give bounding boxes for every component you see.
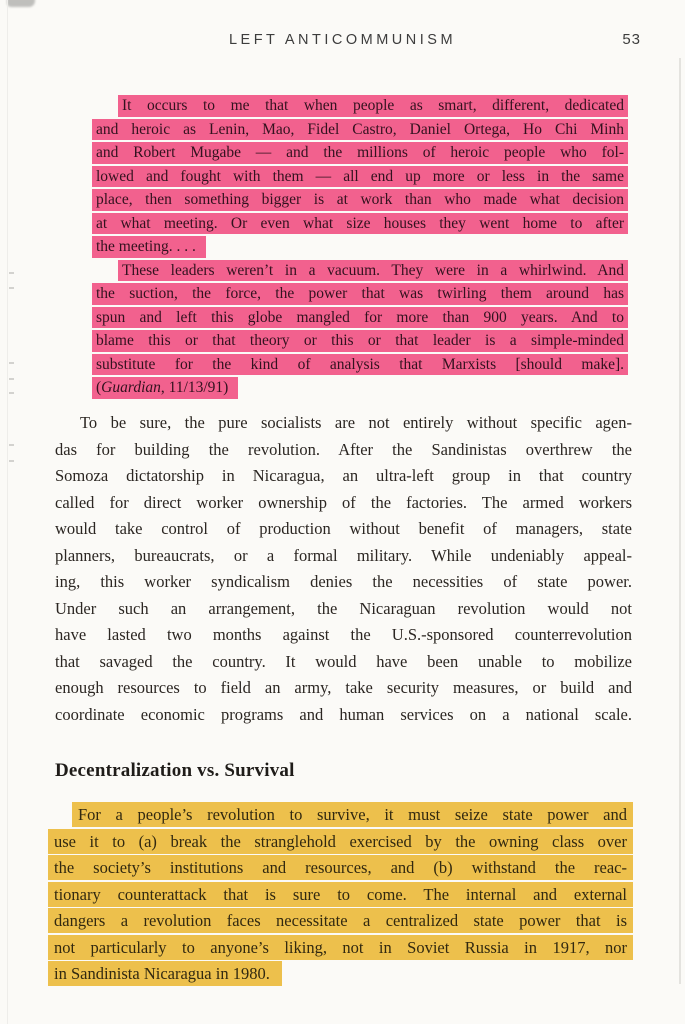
highlighted-block-quote (92, 95, 628, 401)
running-header-title: LEFT ANTICOMMUNISM (228, 32, 457, 48)
citation-open: ( (96, 379, 102, 396)
scan-right-edge (679, 58, 681, 984)
body-line: Somoza dictatorship in Nicaragua, an ultra-left group in that country (55, 466, 632, 485)
body-line: To be sure, the pure socialists are not entirely without specific agen- (80, 413, 632, 432)
quote-line: It occurs to me that when people as smart, different, dedicated (118, 95, 628, 117)
quote-citation (92, 377, 628, 399)
quote-line: and Robert Mugabe — and the millions of heroic people who fol- (92, 142, 628, 164)
quote-line: spun and left this globe mangled for more than 900 years. And to (92, 307, 628, 329)
margin-mark (9, 362, 14, 364)
running-header (0, 31, 685, 51)
highlighted-line-highlight: in Sandinista Nicaragua in 1980. (48, 961, 282, 986)
quote-line: substitute for the kind of analysis that Marxists [should make]. (92, 354, 628, 376)
quote-line: blame this or that theory or this or that leader is a simple-minded (92, 330, 628, 352)
citation-source: Guardian (101, 379, 161, 396)
margin-mark (9, 272, 14, 274)
highlighted-line: tionary counterattack that is sure to come. The internal and external (48, 882, 633, 907)
quote-line (92, 236, 628, 258)
highlighted-line: not particularly to anyone’s liking, not in Soviet Russia in 1917, nor (48, 935, 633, 960)
highlighted-line (48, 961, 633, 986)
body-line: coordinate economic programs and human services on a national scale. (55, 704, 632, 724)
body-line: have lasted two months against the U.S.-sponsored counterrevolution (55, 625, 632, 644)
body-line: das for building the revolution. After the Sandinistas overthrew the (55, 439, 632, 459)
body-line: called for direct worker ownership of the factories. The armed workers (55, 492, 632, 512)
scan-left-edge (7, 0, 8, 1024)
highlighted-paragraph (48, 802, 633, 988)
quote-line: lowed and fought with them — all end up more or less in the same (92, 166, 628, 188)
quote-line: place, then something bigger is at work than who made what decision (92, 189, 628, 211)
highlighted-line: For a people’s revolution to survive, it must seize state power and (72, 802, 633, 827)
body-line: enough resources to field an army, take security measures, or build and (55, 678, 632, 697)
body-paragraph (55, 410, 632, 728)
body-line: would take control of production without benefit of managers, state (55, 519, 632, 538)
margin-mark (9, 444, 14, 446)
margin-mark (9, 460, 14, 462)
margin-mark (9, 378, 14, 380)
scan-smudge-artifact (7, 0, 35, 7)
quote-line: the suction, the force, the power that was twirling them around has (92, 283, 628, 305)
section-heading: Decentralization vs. Survival (55, 760, 295, 781)
page-number: 53 (622, 31, 641, 48)
highlighted-line: use it to (a) break the stranglehold exercised by the owning class over (48, 829, 633, 854)
body-line: planners, bureaucrats, or a formal military. While undeniably appeal- (55, 545, 632, 565)
highlighted-line: the society’s institutions and resources, and (b) withstand the reac- (48, 855, 633, 880)
body-line: ing, this worker syndicalism denies the necessities of state power. (55, 572, 632, 591)
quote-line: and heroic as Lenin, Mao, Fidel Castro, Daniel Ortega, Ho Chi Minh (92, 119, 628, 141)
quote-line-highlight: the meeting. . . . (92, 236, 206, 258)
margin-mark (9, 287, 14, 289)
quote-citation-highlight (92, 377, 238, 399)
body-line: Under such an arrangement, the Nicaraguan revolution would not (55, 598, 632, 618)
highlighted-line: dangers a revolution faces necessitate a centralized state power that is (48, 908, 633, 933)
quote-line: These leaders weren’t in a vacuum. They were in a whirlwind. And (118, 260, 628, 282)
margin-mark (9, 392, 14, 394)
body-line: that savaged the country. It would have been unable to mobilize (55, 651, 632, 671)
citation-date: , 11/13/91) (160, 379, 229, 396)
quote-line: at what meeting. Or even what size houses they went home to after (92, 213, 628, 235)
